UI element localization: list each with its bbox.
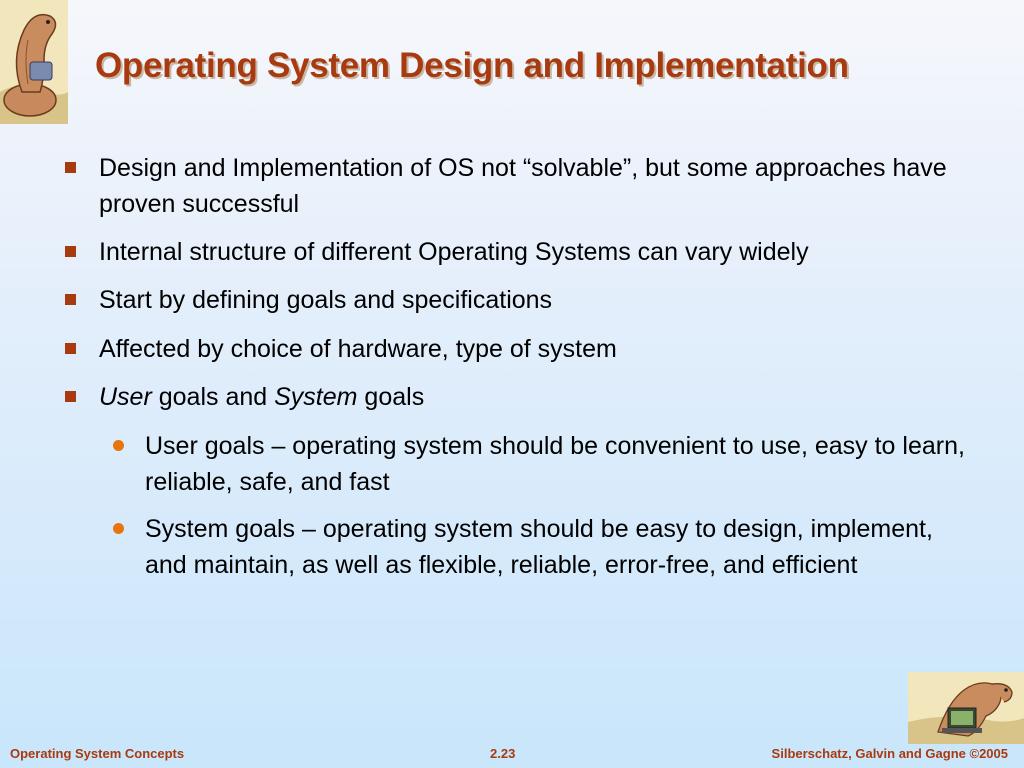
- sub-bullet-text: System goals – operating system should be easy to design, implement, and maintain, as well as flexible, reliable, error-free, and efficient: [145, 515, 933, 579]
- bullet-item: [99, 150, 979, 222]
- square-bullet-icon: [65, 294, 76, 305]
- bullet-item: [99, 282, 979, 318]
- bullet-item-goals: [99, 379, 979, 415]
- square-bullet-icon: [65, 343, 76, 354]
- sub-bullet-text: User goals – operating system should be convenient to use, easy to learn, reliable, safe, and fast: [145, 432, 965, 496]
- square-bullet-icon: [65, 246, 76, 257]
- bullet-text: Design and Implementation of OS not “solvable”, but some approaches have proven successful: [99, 154, 947, 218]
- footer-right: Silberschatz, Galvin and Gagne ©2005: [771, 746, 1008, 761]
- goals-end: goals: [357, 383, 425, 411]
- square-bullet-icon: [65, 391, 76, 402]
- bullet-text: Internal structure of different Operating Systems can vary widely: [99, 238, 809, 266]
- bullet-item: [99, 234, 979, 270]
- square-bullet-icon: [65, 162, 76, 173]
- bullet-text: Start by defining goals and specifications: [99, 286, 553, 314]
- sub-bullet-item: [145, 511, 965, 583]
- page-number: 2.23: [490, 746, 516, 761]
- user-word: User: [99, 383, 152, 411]
- bullet-text: Affected by choice of hardware, type of system: [99, 335, 617, 363]
- goals-middle: goals and: [151, 383, 275, 411]
- dinosaur-laptop-logo-icon: [908, 672, 1024, 744]
- round-bullet-icon: [113, 523, 124, 534]
- round-bullet-icon: [113, 440, 124, 451]
- sub-bullet-item: [145, 428, 965, 500]
- bullet-item: [99, 331, 979, 367]
- system-word: System: [274, 383, 358, 411]
- footer-left: Operating System Concepts: [10, 746, 185, 761]
- slide-title: Operating System Design and Implementation: [95, 46, 849, 85]
